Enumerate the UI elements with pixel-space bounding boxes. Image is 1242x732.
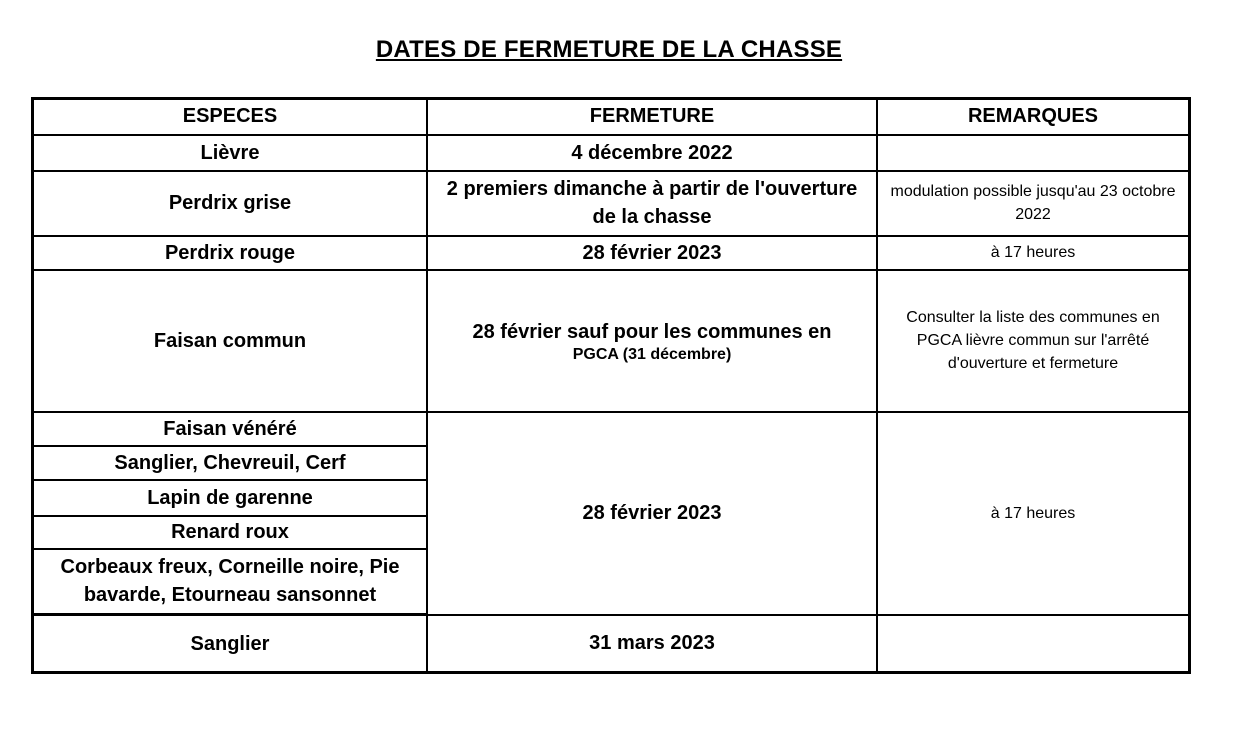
table-row <box>33 236 1190 270</box>
closing-cell: 28 février 2023 <box>427 412 877 615</box>
header-row <box>33 99 1190 135</box>
species-cell: Renard roux <box>33 516 428 549</box>
closing-cell: 28 février 2023 <box>427 236 877 270</box>
species-cell: Faisan vénéré <box>33 412 428 446</box>
header-remarks: REMARQUES <box>877 99 1190 135</box>
remarks-cell: à 17 heures <box>877 236 1190 270</box>
closing-cell <box>427 270 877 412</box>
closing-cell: 31 mars 2023 <box>427 615 877 673</box>
remarks-cell: à 17 heures <box>877 412 1190 615</box>
closing-sub: PGCA (31 décembre) <box>572 345 732 363</box>
table-row <box>33 135 1190 171</box>
species-cell: Faisan commun <box>33 270 428 412</box>
species-cell: Sanglier <box>33 615 428 673</box>
header-closing: FERMETURE <box>427 99 877 135</box>
species-cell: Sanglier, Chevreuil, Cerf <box>33 446 428 480</box>
remarks-cell: Consulter la liste des communes en PGCA lièvre commun sur l'arrêté d'ouverture et fermeture <box>877 270 1190 412</box>
species-cell: Perdrix rouge <box>33 236 428 270</box>
table-row <box>33 270 1190 412</box>
remarks-cell <box>877 135 1190 171</box>
species-cell: Corbeaux freux, Corneille noire, Pie bavarde, Etourneau sansonnet <box>33 549 428 615</box>
table-row <box>33 171 1190 236</box>
page-title: DATES DE FERMETURE DE LA CHASSE <box>375 36 843 63</box>
species-cell: Perdrix grise <box>33 171 428 236</box>
table-row <box>33 412 1190 446</box>
remarks-cell <box>877 615 1190 673</box>
species-cell: Lièvre <box>33 135 428 171</box>
closing-main: 28 février sauf pour les communes en <box>472 320 832 343</box>
table-row <box>33 615 1190 673</box>
hunting-closing-table <box>31 97 1191 674</box>
closing-cell: 2 premiers dimanche à partir de l'ouverture de la chasse <box>427 171 877 236</box>
species-cell: Lapin de garenne <box>33 480 428 516</box>
remarks-cell: modulation possible jusqu'au 23 octobre 2022 <box>877 171 1190 236</box>
header-species: ESPECES <box>33 99 428 135</box>
closing-cell: 4 décembre 2022 <box>427 135 877 171</box>
